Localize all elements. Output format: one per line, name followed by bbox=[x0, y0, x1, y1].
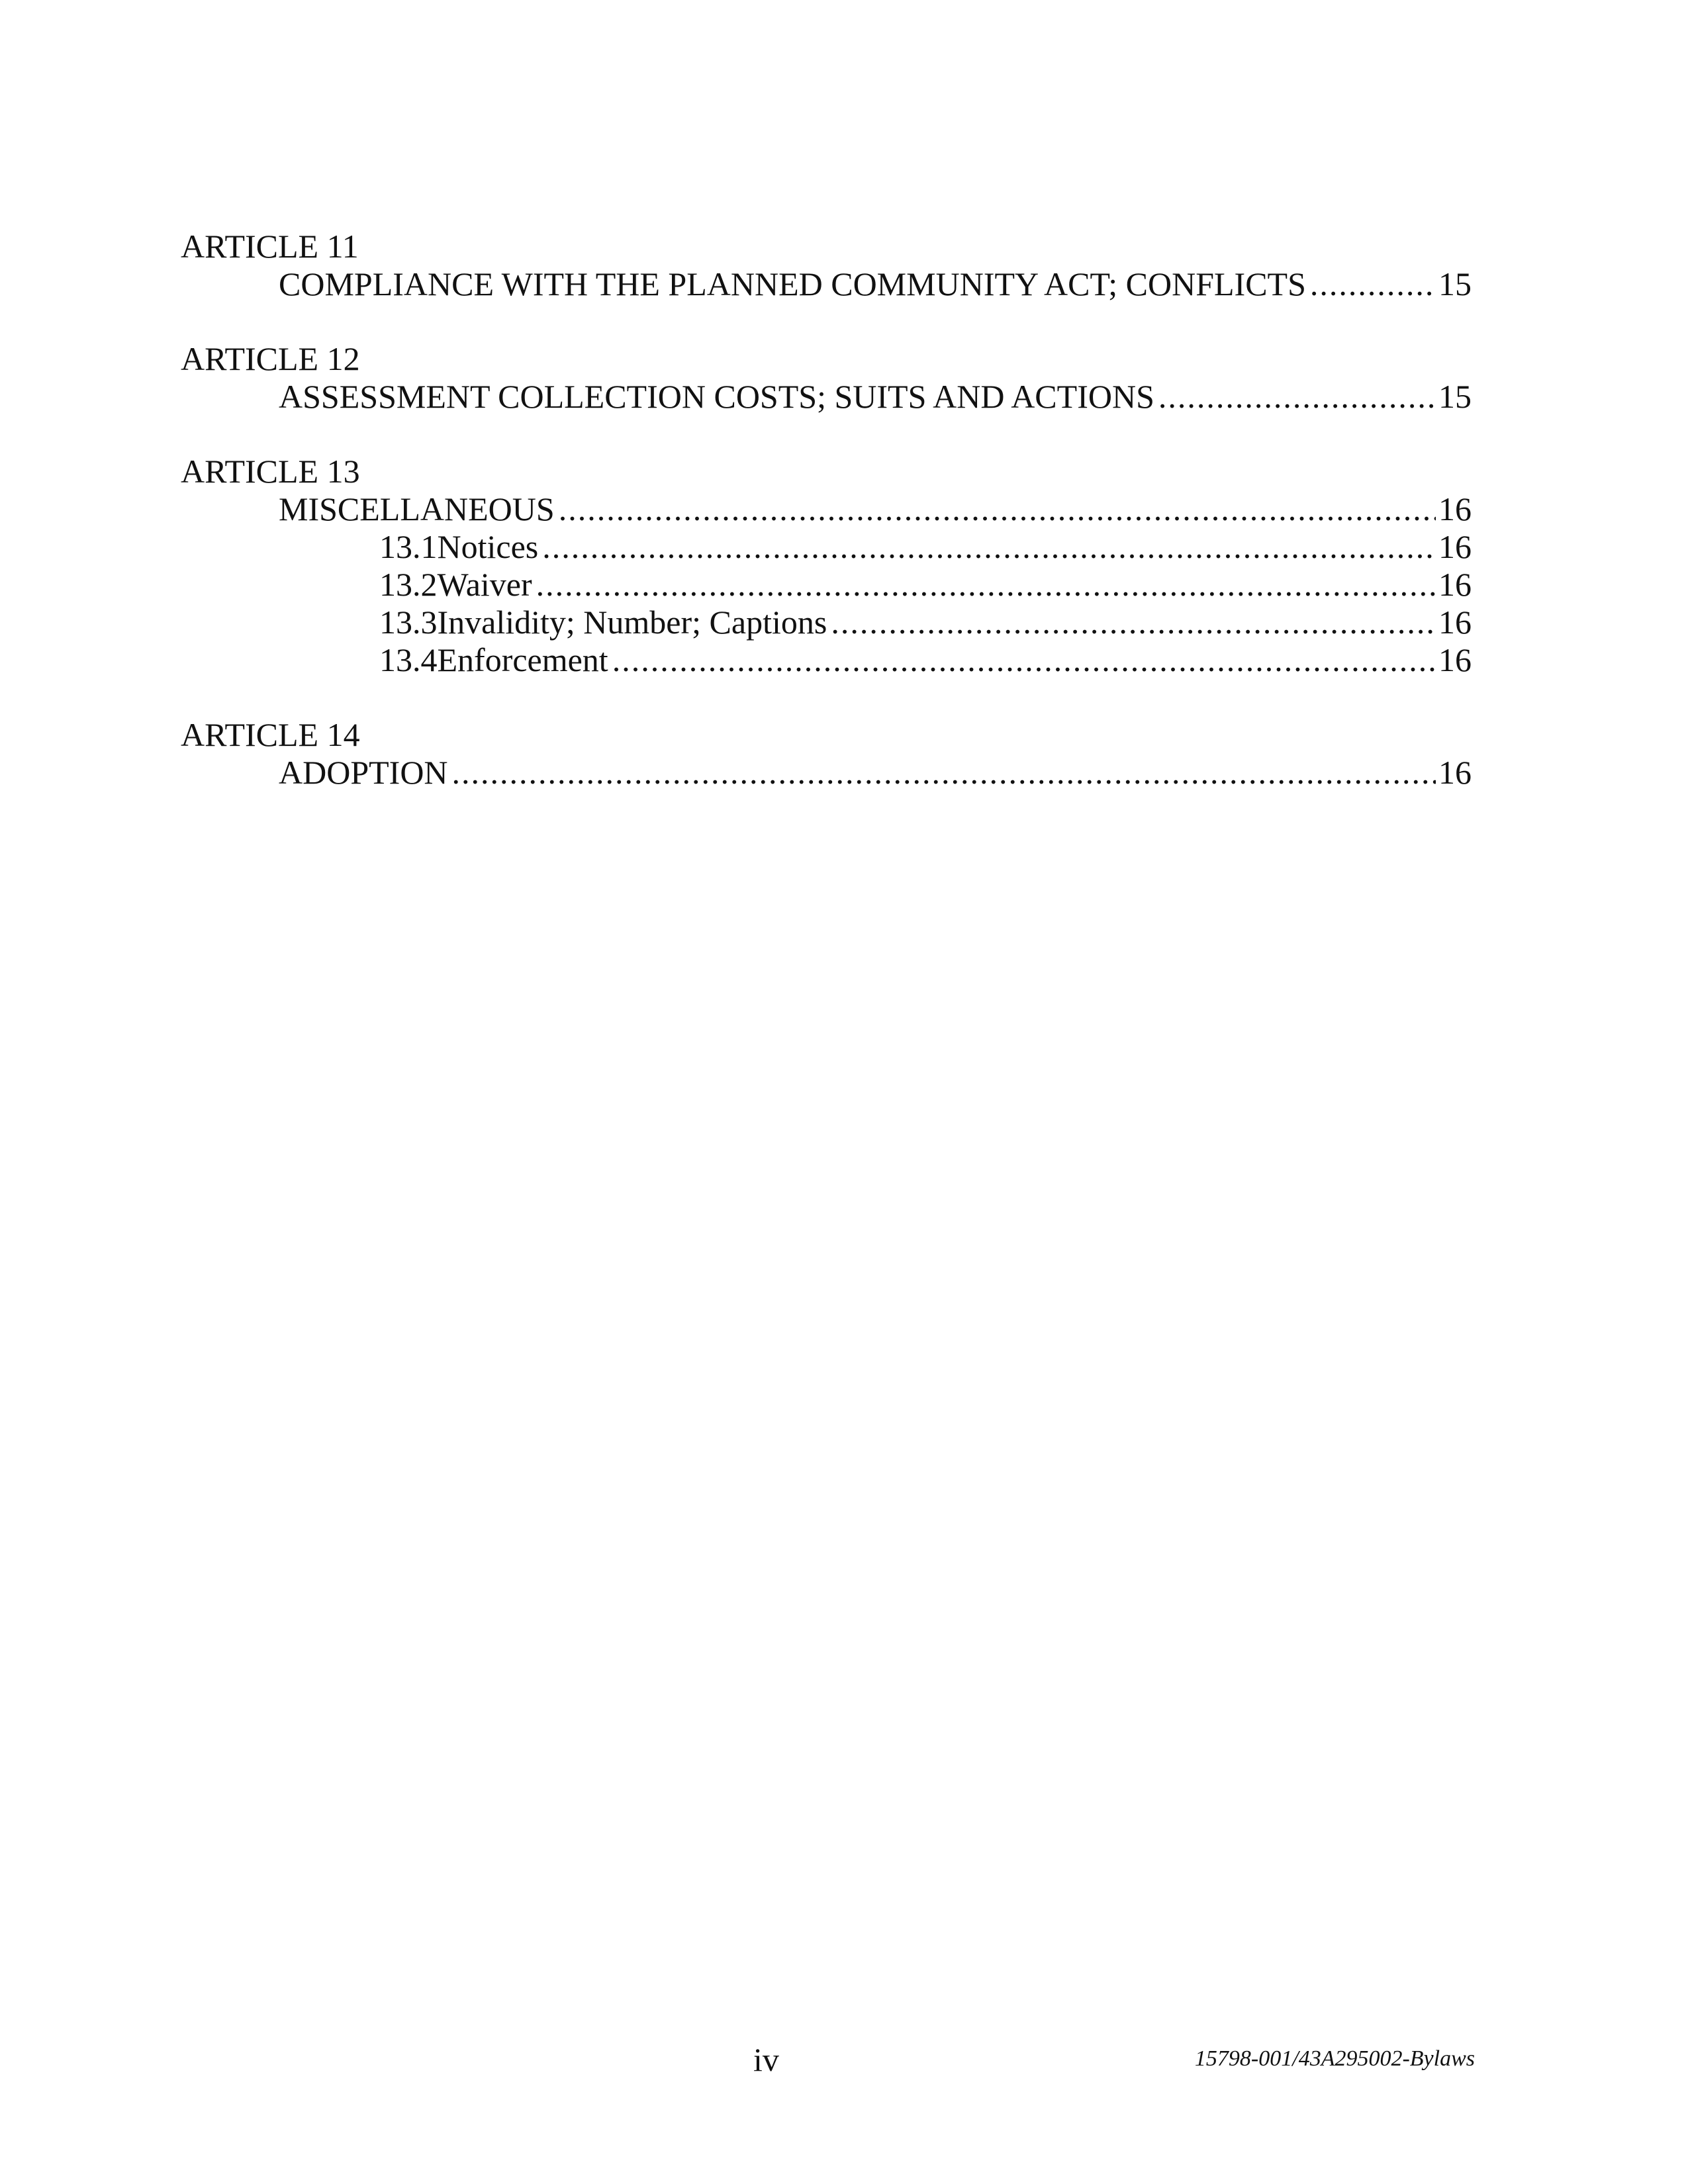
toc-article-12 bbox=[181, 340, 1472, 416]
entry-page-number: 16 bbox=[1438, 490, 1472, 527]
entry-title: ASSESSMENT COLLECTION COSTS; SUITS AND ACTIONS bbox=[279, 378, 1154, 415]
dot-leader bbox=[831, 604, 1436, 641]
dot-leader bbox=[1310, 265, 1436, 303]
section-page-number: 16 bbox=[1438, 641, 1472, 678]
section-title: Invalidity; Number; Captions bbox=[437, 604, 827, 641]
toc-article-14 bbox=[181, 716, 1472, 792]
section-number: 13.1 bbox=[379, 528, 438, 565]
toc-section-entry[interactable] bbox=[379, 641, 1472, 679]
toc-entry[interactable] bbox=[279, 265, 1472, 303]
toc-entry[interactable] bbox=[279, 378, 1472, 416]
dot-leader bbox=[1158, 378, 1436, 416]
article-number: ARTICLE 12 bbox=[181, 340, 360, 377]
dot-leader bbox=[559, 490, 1436, 528]
article-number: ARTICLE 11 bbox=[181, 228, 359, 265]
dot-leader bbox=[452, 754, 1436, 792]
page-number: iv bbox=[753, 2041, 779, 2078]
section-title: Notices bbox=[437, 528, 539, 565]
toc-article-13 bbox=[181, 453, 1472, 679]
section-page-number: 16 bbox=[1438, 604, 1472, 641]
toc-section-entry[interactable] bbox=[379, 566, 1472, 604]
document-id: 15798-001/43A295002-Bylaws bbox=[1194, 2046, 1475, 2071]
section-number: 13.4 bbox=[379, 641, 438, 678]
toc-entry[interactable] bbox=[279, 490, 1472, 528]
dot-leader bbox=[536, 566, 1436, 604]
entry-title: MISCELLANEOUS bbox=[279, 490, 555, 527]
section-page-number: 16 bbox=[1438, 528, 1472, 565]
table-of-contents bbox=[181, 228, 1472, 829]
entry-page-number: 16 bbox=[1438, 754, 1472, 791]
toc-section-entry[interactable] bbox=[379, 528, 1472, 566]
toc-article-11 bbox=[181, 228, 1472, 303]
section-number: 13.2 bbox=[379, 566, 438, 603]
dot-leader bbox=[542, 528, 1436, 566]
article-number: ARTICLE 13 bbox=[181, 453, 360, 490]
toc-entry[interactable] bbox=[279, 754, 1472, 792]
entry-page-number: 15 bbox=[1438, 378, 1472, 415]
entry-title: COMPLIANCE WITH THE PLANNED COMMUNITY ACT; CONFLICTS bbox=[279, 265, 1306, 302]
entry-title: ADOPTION bbox=[279, 754, 448, 791]
section-title: Waiver bbox=[437, 566, 532, 603]
section-number: 13.3 bbox=[379, 604, 438, 641]
entry-page-number: 15 bbox=[1438, 265, 1472, 302]
section-title: Enforcement bbox=[437, 641, 608, 678]
toc-section-entry[interactable] bbox=[379, 604, 1472, 641]
dot-leader bbox=[612, 641, 1436, 679]
section-page-number: 16 bbox=[1438, 566, 1472, 603]
article-number: ARTICLE 14 bbox=[181, 716, 360, 753]
